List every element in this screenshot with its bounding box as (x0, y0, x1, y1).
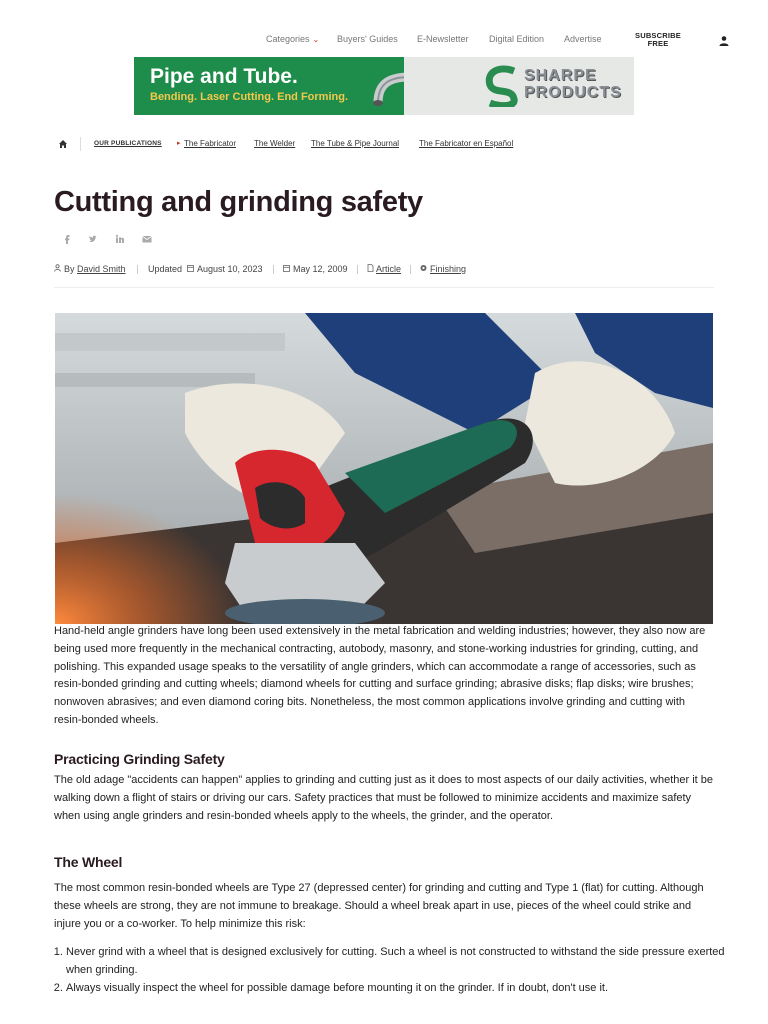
author-link[interactable]: David Smith (77, 264, 126, 274)
home-icon[interactable] (58, 139, 68, 149)
article-type-link[interactable]: Article (376, 264, 402, 274)
meta-divider (357, 265, 358, 274)
author-prefix: By (64, 264, 75, 274)
updated-date: August 10, 2023 (197, 264, 263, 274)
topic-icon (420, 264, 427, 274)
published-date: May 12, 2009 (293, 264, 348, 274)
breadcrumb (58, 139, 768, 151)
pub-link-fabricator[interactable]: The Fabricator (184, 139, 237, 148)
hero-image (55, 313, 713, 624)
safety-paragraph: The old adage "accidents can happen" applies to grinding and cutting just as it does to most aspects of our daily activities, whether it be walking down a flight of stairs or driving our cars. Safety practices that must be followed to minimize accidents and maximize safety when using angle grinders and resin-bonded wheels apply to the wheels, the grinder, and the operator. (54, 774, 714, 822)
section-heading-wheel: The Wheel (54, 854, 123, 870)
ad-title: Pipe and Tube. (150, 65, 298, 88)
document-icon (367, 264, 374, 274)
article-title: Cutting and grinding safety (54, 186, 423, 218)
advertisement-banner[interactable] (134, 57, 634, 115)
ad-subtitle: Bending. Laser Cutting. End Forming. (150, 91, 348, 103)
calendar-icon (283, 264, 290, 274)
subscribe-free-button[interactable] (632, 32, 684, 48)
author-icon (54, 264, 61, 274)
subscribe-line2: FREE (647, 39, 669, 48)
facebook-icon[interactable] (62, 234, 72, 244)
updated-label: Updated (148, 264, 183, 274)
safety-list (54, 944, 726, 997)
pub-link-tube-pipe[interactable]: The Tube & Pipe Journal (311, 139, 400, 148)
nav-enewsletter[interactable]: E-Newsletter (417, 34, 469, 44)
nav-buyers-guides[interactable]: Buyers' Guides (337, 34, 398, 44)
our-publications-link[interactable]: OUR PUBLICATIONS (94, 140, 162, 147)
ad-brand-line2: PRODUCTS (524, 84, 622, 101)
nav-digital-edition[interactable]: Digital Edition (489, 34, 545, 44)
top-navigation (266, 31, 768, 48)
meta-divider (137, 265, 138, 274)
ad-brand-name (524, 67, 634, 101)
list-item: 2. Always visually inspect the wheel for possible damage before mounting it on the grinder. If in doubt, don't use it. (66, 980, 726, 998)
intro-paragraph: Hand-held angle grinders have long been used extensively in the metal fabrication and welding industries; however, they also now are being used more frequently in the mechanical contracting, autobody, masonry, and stone-working industries for grinding, cutting, and polishing. This expanded usage speaks to the versatility of angle grinders, which can accommodate a range of accessories, such as resin-bonded grinding and cutting wheels; diamond wheels for cutting and surface grinding; abrasive disks; flap disks; wire brushes; nonwoven abrasives; and even diamond coring bits. Nonetheless, the most common applications involve grinding and cutting with resin-bonded wheels. (54, 625, 706, 726)
nav-advertise[interactable]: Advertise (564, 34, 602, 44)
section-heading-safety: Practicing Grinding Safety (54, 751, 225, 767)
sharpe-logo-icon (484, 65, 520, 107)
user-icon[interactable] (718, 34, 730, 46)
caret-right-icon: ▸ (177, 140, 181, 147)
nav-categories[interactable] (266, 34, 319, 44)
nav-categories-label: Categories (266, 34, 310, 44)
meta-divider (410, 265, 411, 274)
breadcrumb-divider (80, 137, 81, 151)
article-meta (54, 264, 714, 276)
linkedin-icon[interactable] (115, 234, 125, 244)
pub-link-fabricator-es[interactable]: The Fabricator en Español (419, 139, 514, 148)
topic-link[interactable]: Finishing (430, 264, 467, 274)
list-item: 1. Never grind with a wheel that is designed exclusively for cutting. Such a wheel is not constructed to withstand the side pressure exerted when grinding. (66, 944, 726, 980)
twitter-icon[interactable] (88, 234, 98, 244)
subscribe-line1: SUBSCRIBE (635, 31, 681, 40)
ad-brand-line1: SHARPE (524, 67, 597, 84)
chevron-down-icon: ⌄ (312, 35, 320, 44)
wheel-paragraph: The most common resin-bonded wheels are Type 27 (depressed center) for grinding and cutting and Type 1 (flat) for cutting. Although these wheels are strong, they are not immune to breakage. Should a wheel break apart in use, pieces of the wheel could strike and injure you or a co-worker. To help minimize this risk: (54, 882, 704, 930)
email-icon[interactable] (142, 234, 152, 244)
divider (54, 287, 714, 288)
pub-link-welder[interactable]: The Welder (254, 139, 296, 148)
meta-divider (273, 265, 274, 274)
calendar-icon (187, 264, 194, 274)
